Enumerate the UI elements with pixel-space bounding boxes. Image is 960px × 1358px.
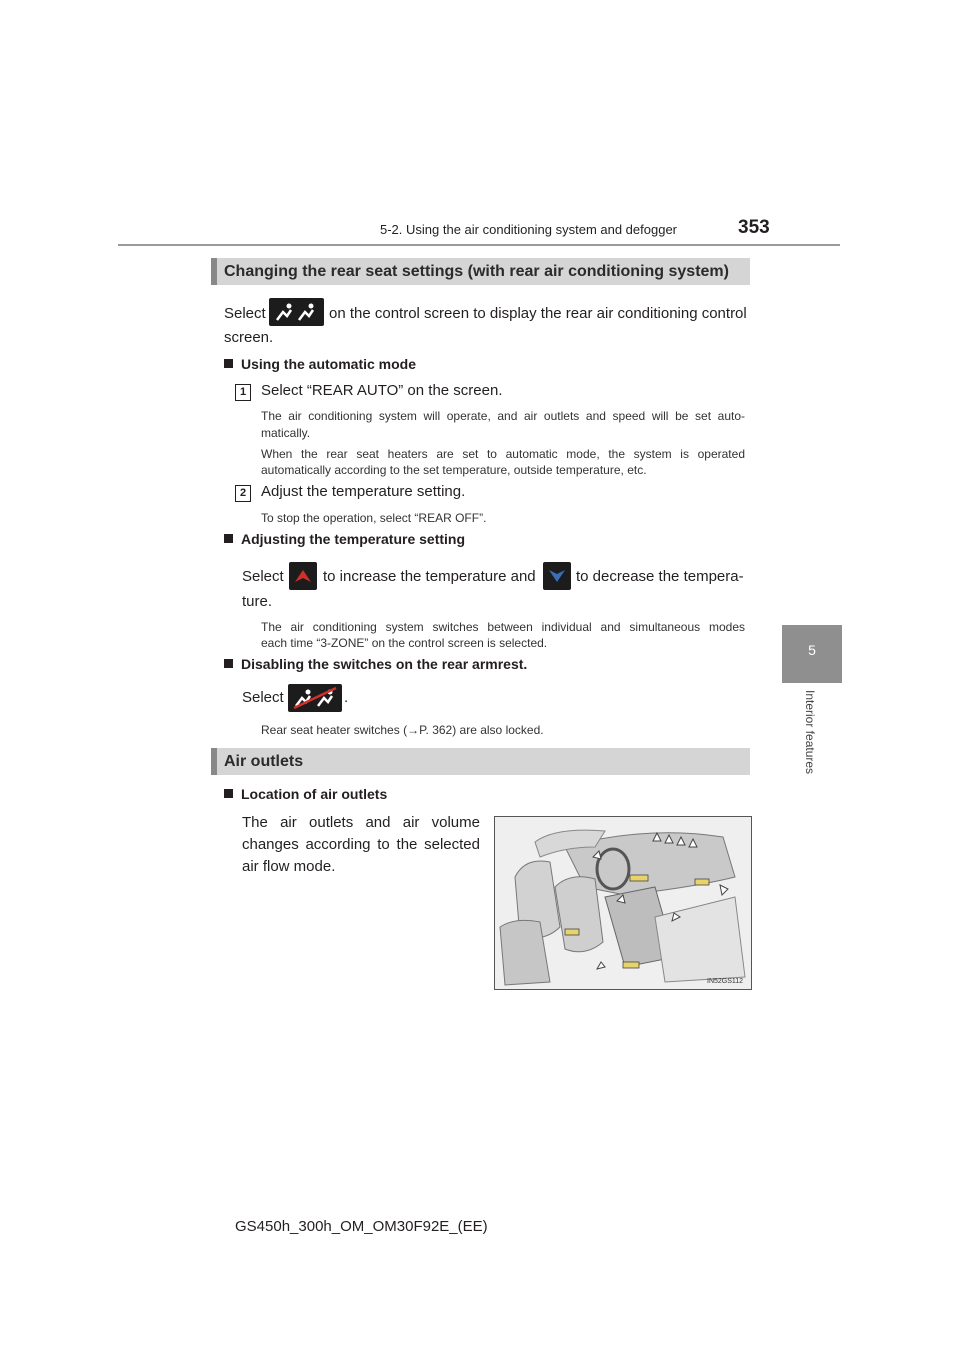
section-heading-air-outlets: Air outlets (211, 748, 750, 775)
disable-text-post: . (344, 689, 349, 706)
square-bullet-icon (224, 789, 233, 798)
temp-down-icon (543, 562, 571, 590)
outlets-description-line2: changes according to the selected (242, 836, 480, 853)
figure-code-label: IN52GS112 (707, 978, 744, 985)
square-bullet-icon (224, 659, 233, 668)
subhead-disable-switches: Disabling the switches on the rear armrest. (224, 656, 527, 672)
temp-text-b: to increase the temperature and (323, 568, 536, 585)
rear-lock-icon (288, 684, 342, 712)
chapter-number: 5 (808, 642, 816, 658)
outlets-description (242, 812, 480, 878)
step-number-1: 1 (235, 384, 251, 401)
air-outlets-illustration (494, 816, 752, 990)
intro-text-line2: screen. (224, 329, 274, 346)
rear-climate-icon (269, 298, 324, 326)
section-heading-rear-seat: Changing the rear seat settings (with rear air conditioning system) (211, 258, 750, 285)
note-auto-1-line2: matically. (261, 426, 311, 440)
chapter-label (795, 690, 825, 800)
subhead-temperature: Adjusting the temperature setting (224, 531, 465, 547)
note-auto-2-line2: automatically according to the set temperature, outside temperature, etc. (261, 463, 647, 477)
square-bullet-icon (224, 359, 233, 368)
step-1-text: Select “REAR AUTO” on the screen. (261, 382, 503, 399)
intro-text-pre: Select (224, 305, 266, 322)
note-seat-heater-locked: Rear seat heater switches (→P. 362) are also locked. (261, 723, 544, 737)
note-auto-2-line1: When the rear seat heaters are set to automatic mode, the system is operated (261, 447, 745, 461)
note-3zone-line1: The air conditioning system switches between individual and simultaneous modes (261, 620, 745, 634)
step-2-text: Adjust the temperature setting. (261, 483, 466, 500)
note-3zone-line2: each time “3-ZONE” on the control screen is selected. (261, 636, 548, 650)
intro-text-post: on the control screen to display the rear air conditioning control (329, 305, 747, 322)
chapter-label-text: Interior features (803, 690, 817, 775)
running-header-title: 5-2. Using the air conditioning system and defogger (380, 222, 678, 237)
step-number-2: 2 (235, 485, 251, 502)
chapter-tab (782, 625, 842, 683)
note-stop-operation: To stop the operation, select “REAR OFF”. (261, 511, 487, 525)
temp-up-icon (289, 562, 317, 590)
outlets-description-line3: air flow mode. (242, 858, 336, 875)
page-number: 353 (738, 217, 770, 238)
outlets-description-line1: The air outlets and air volume (242, 814, 480, 831)
disable-text-pre: Select (242, 689, 284, 706)
document-code: GS450h_300h_OM_OM30F92E_(EE) (235, 1218, 488, 1235)
subhead-auto-mode: Using the automatic mode (224, 356, 416, 372)
temp-text-line2: ture. (242, 593, 273, 610)
header-rule (118, 244, 840, 246)
square-bullet-icon (224, 534, 233, 543)
temp-text-a: Select (242, 568, 284, 585)
temp-text-c: to decrease the tempera- (576, 568, 744, 585)
note-auto-1-line1: The air conditioning system will operate, and air outlets and speed will be set auto- (261, 409, 745, 423)
subhead-location-outlets: Location of air outlets (224, 786, 387, 802)
